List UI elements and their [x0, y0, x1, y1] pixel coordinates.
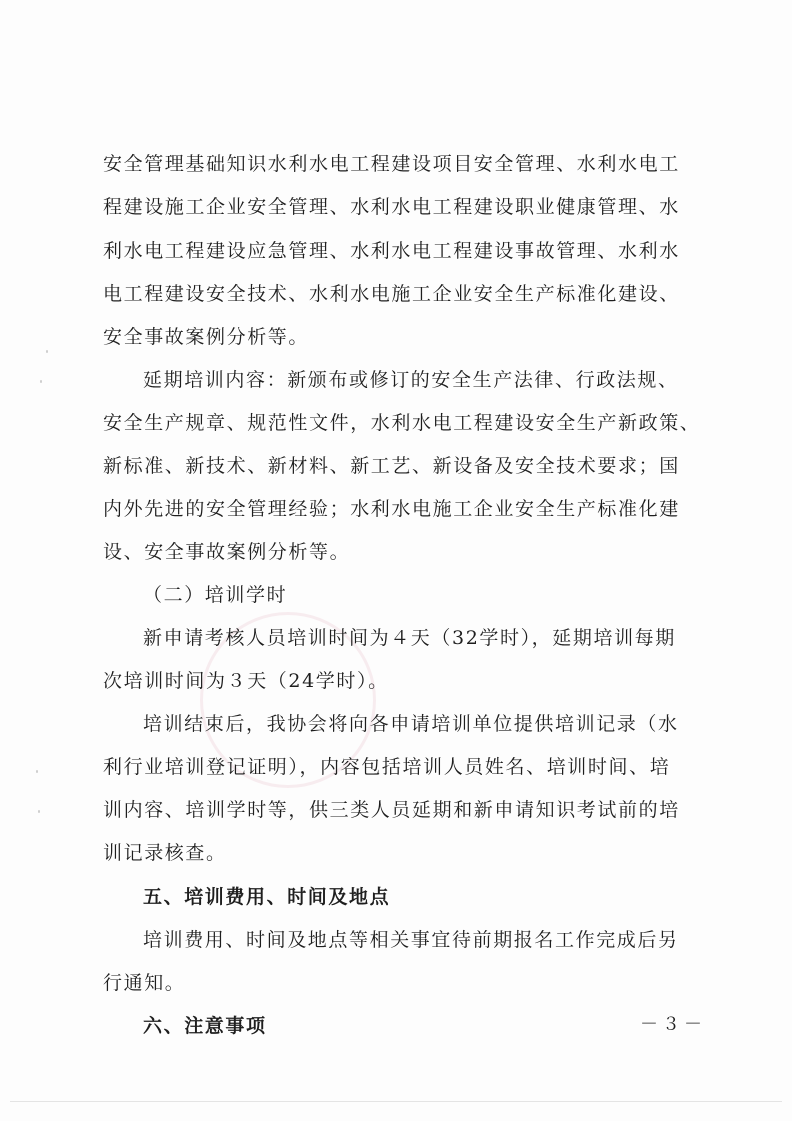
- body-line: 安全生产规章、规范性文件，水利水电工程建设安全生产新政策、: [103, 412, 701, 434]
- body-line: 训内容、培训学时等，供三类人员延期和新申请知识考试前的培: [103, 799, 680, 821]
- body-line: 培训费用、时间及地点等相关事宜待前期报名工作完成后另: [143, 929, 679, 951]
- subheading-training-hours: （二）培训学时: [143, 584, 288, 606]
- section-six-heading: 六、注意事项: [143, 1015, 267, 1037]
- body-line: 利行业培训登记证明），内容包括培训人员姓名、培训时间、培: [103, 756, 671, 778]
- body-line: 安全管理基础知识水利水电工程建设项目安全管理、水利水电工: [103, 153, 680, 175]
- body-line: 安全事故案例分析等。: [103, 326, 310, 348]
- body-line: 新标准、新技术、新材料、新工艺、新设备及安全技术要求；国: [103, 455, 680, 477]
- body-line: 次培训时间为３天（24学时）。: [103, 670, 389, 692]
- body-line: 行通知。: [103, 972, 186, 994]
- page-number: －３－: [640, 1014, 706, 1035]
- body-line: 培训结束后，我协会将向各申请培训单位提供培训记录（水: [143, 713, 679, 735]
- body-line: 新申请考核人员培训时间为４天（32学时），延期培训每期: [143, 627, 676, 649]
- body-line: 训记录核查。: [103, 842, 227, 864]
- scan-speck: [40, 380, 42, 383]
- scan-edge-line: [10, 1101, 782, 1102]
- scan-speck: [38, 810, 40, 813]
- section-five-heading: 五、培训费用、时间及地点: [143, 886, 391, 908]
- body-line: 程建设施工企业安全管理、水利水电工程建设职业健康管理、水: [103, 196, 680, 218]
- body-line: 电工程建设安全技术、水利水电施工企业安全生产标准化建设、: [103, 283, 680, 305]
- scan-speck: [46, 350, 48, 353]
- body-line: 延期培训内容：新颁布或修订的安全生产法律、行政法规、: [143, 369, 679, 391]
- body-line: 设、安全事故案例分析等。: [103, 541, 351, 563]
- body-line: 利水电工程建设应急管理、水利水电工程建设事故管理、水利水: [103, 240, 680, 262]
- body-line: 内外先进的安全管理经验；水利水电施工企业安全生产标准化建: [103, 498, 680, 520]
- scan-speck: [36, 770, 38, 773]
